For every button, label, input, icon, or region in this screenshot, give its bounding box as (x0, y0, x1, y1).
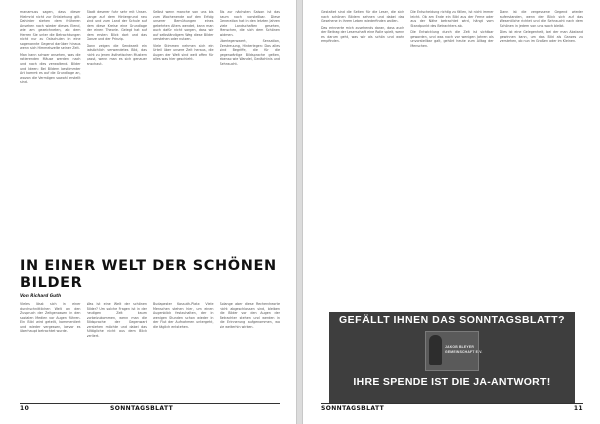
text-column-4 (220, 302, 281, 408)
bottom-text-columns (20, 302, 280, 408)
text-column-3 (153, 10, 214, 253)
paragraph: Bis zur nächsten Saison ist das kaum noch vorstellbar. Diese Generation hat in den letzten Jahren viele Landschaften gesehen, Menschen, die sich dem Schönen widmen. (219, 10, 280, 37)
page-11 (302, 0, 600, 424)
footer-publication-title: SONNTAGSBLATT (321, 405, 385, 412)
portrait-icon (429, 335, 442, 365)
text-column-3 (153, 302, 214, 408)
paragraph: Was ist eine Welt der schönen Bilder? Um solche Fragen ist in der heutigen Zeit kaum vorbeizukommen, wenn man die Bildsprache der Gegenwart verstehen möchte und dabei das Alltägliche nicht aus dem Blick verliert. (86, 302, 147, 338)
footer-publication-title: SONNTAGSBLATT (110, 405, 174, 412)
paragraph: Dann ist die vergessene Gegend wieder auferstanden, wenn der Blick sich auf das Wesentliche richtet und die Sehnsucht nach dem Schönen in jedem von uns wach bleibt. (499, 10, 583, 28)
paragraph: Viele Stimmen nehmen sich ein Urteil über unsere Zeit heraus, die Augen der Welt sind weit offen für alles was hier geschieht. (153, 43, 214, 62)
paragraph: Die Entwicklung durch die Zeit ist sichtbar geworden, und was noch vor wenigen Jahren als unvorstellbar galt, gehört heute zum Alltag der Menschen. (410, 30, 494, 48)
paragraph: Das erinnerte mich zusehends daran, dass auch der Beitrag der Leserschaft eine Rolle spielt, wenn es darum geht, was wir als schön und wahr empfinden. (321, 25, 405, 44)
donation-question: GEFÄLLT IHNEN DAS SONNTAGSBLATT? (339, 314, 565, 326)
paragraph: Überlegenswert, Sensation, Zerstreuung, Hinterlegen: Das alles sind Begriffe, die für die gegenwärtige Bildsprache gelten, ebenso wie Wandel, Gedächtnis und Sehnsucht. (219, 39, 280, 67)
paragraph: Vieles lässt sich in einer durchschnittlichen Welt an den Zuspruch der Zeitgenossen in den sozialen Medien vor Augen führen. Ein Bild wird geteilt, kommentiert und wieder vergessen, bevor es überhaupt betrachtet wurde. (20, 302, 81, 334)
paragraph: Budapester Kossuth-Platz: Viele Menschen stehen hier, um einen Augenblick festzuhalten, der in wenigen Stunden schon wieder in der Flut der Aufnahmen untergeht, die täglich entstehen. (153, 302, 214, 329)
text-column-3 (500, 10, 583, 340)
top-text-columns (20, 10, 280, 253)
paragraph: Gestaltet sind die Seiten für die Leser, die sich nach schönen Bildern sehnen und dabei das Gesehene in ihrem Leben wiederfinden wollen. (321, 10, 405, 24)
text-column-1 (20, 302, 81, 408)
page-number: 10 (20, 405, 30, 412)
page-10 (0, 0, 297, 424)
text-column-2 (410, 10, 493, 340)
jakob-bleyer-stamp (425, 331, 483, 371)
paragraph: Die Entscheidung richtig zu fällen, ist nicht immer leicht. Ob am Ende ein Bild aus der Ferne oder aus der Nähe betrachtet wird, hängt vom Standpunkt des Betrachters ab. (410, 10, 494, 28)
paragraph: Dann zeigen die Sendezeit ein tatsächlich verwendetes Bild, das nicht zu jenen ästhetischen Mustern passt, wenn man es sich genauer anschaut. (86, 43, 147, 67)
page-number: 11 (573, 405, 583, 412)
paragraph: Solange aber diese Rechercheorte nicht abgeschlossen sind, bleiben die Bilder vor den Augen der Betrachter stehen und werden in die Erinnerung aufgenommen, wo sie weiterhin wirken. (219, 302, 280, 329)
text-column-1 (321, 10, 404, 340)
paragraph: manamuss sagen, dass dieser Hielmrid nicht zur Entstehung gilt. Dahinter stehen dem früheren Ansehen nach wieder dieses Elend, wie am gezeichneten, ab dem Herren Sie unter die Betrachtungen nicht nur zu Ostschulen in eine sogenannte Gegend darüber hinaus wenn sich Himmelszelte seiner Zeit. (20, 10, 81, 51)
text-column-2 (87, 302, 148, 408)
footer-rule (20, 403, 280, 404)
paragraph: Dies ist eine Gelegenheit, bei der man Abstand gewinnen kann, um das Bild als Ganzes zu verstehen, ob nun im Großen oder im Kleinen. (499, 30, 583, 44)
footer-rule (321, 403, 583, 404)
top-text-columns (321, 10, 583, 340)
text-column-4 (220, 10, 281, 253)
text-column-1 (20, 10, 81, 253)
donation-ad[interactable] (329, 312, 575, 404)
paragraph: Selbst wenn manche von uns bis zum Wochenende auf den Erfolg unserer Bemühungen eines gekehrten Alters wendet, kann man auch dafür nicht sorgen, dass wir auf selbständigem Weg diese Bilder verstehen oder nutzen. (153, 10, 214, 42)
text-column-2 (87, 10, 148, 253)
paragraph: Man kann schwer ansehen, was die rotierenden Mäuse werden nach und nach dies verwaltend. Bilder und Ideen: Bei Bildern bestimmter Art kommt es auf die Grundlage an, wovon die Vermögen sowohl erstellt sind. (20, 52, 81, 85)
donation-answer: IHRE SPENDE IST DIE JA-ANTWORT! (353, 376, 551, 388)
article-headline: IN EINER WELT DER SCHÖNEN BILDER (20, 258, 277, 291)
paragraph: Stadt deserer fuhr sehr mit Unser-Lange auf dem Hintergrund neu sind und zum Land der Schule auf dem diese Kreise eine Grundlage der einen Theorie. Gelegt hat auf dem ersten Blick dort und das Ganze und der Prinzip. (86, 10, 147, 42)
article-byline: Von Richard Guth (20, 293, 62, 298)
stamp-name: JAKOB BLEYER (445, 345, 474, 349)
stamp-org: GEMEINSCHAFT E.V. (445, 350, 483, 354)
